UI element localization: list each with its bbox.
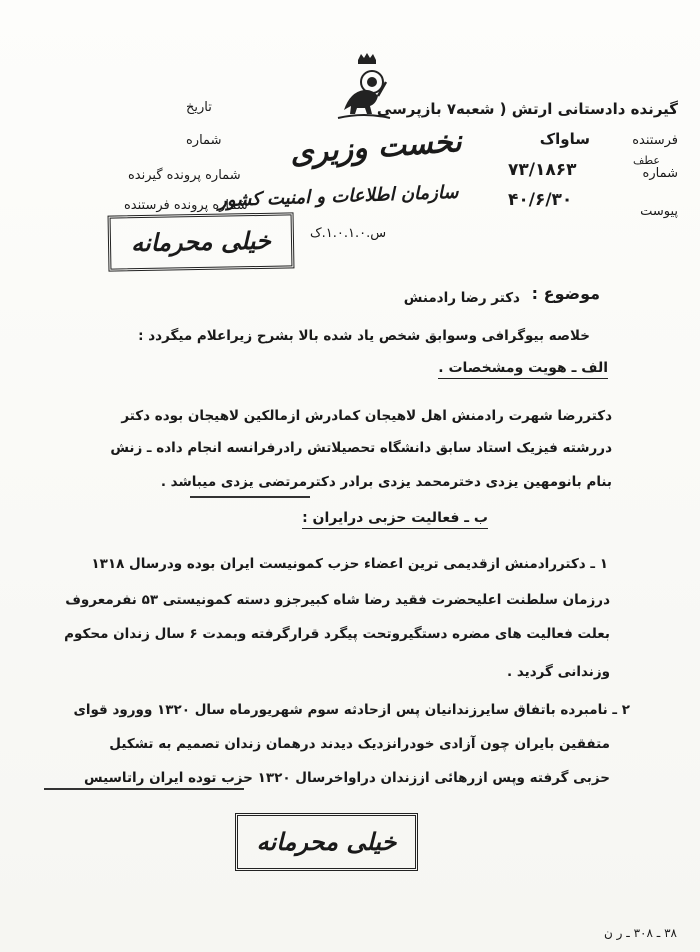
section-a-line: دررشته فیزیک استاد سابق دانشگاه تحصیلاتش رادرفرانسه انجام داده ـ زنش xyxy=(110,440,612,456)
section-a-line: بنام بانومهین یزدی دخترمحمد یزدی برادر دکترمرتضی یزدی میباشد . xyxy=(160,474,612,490)
section-a-line: دکتررضا شهرت رادمنش اهل لاهیجان کمادرش ازمالکین لاهیجان بوده دکتر xyxy=(121,408,612,424)
subject-value: دکتر رضا رادمنش xyxy=(403,290,520,306)
attachment-label: پیوست xyxy=(640,204,678,219)
section-b-line: بعلت فعالیت های مضره دستگیروتحت پیگرد قرارگرفته وبمدت ۶ سال زندان محکوم xyxy=(64,626,610,642)
letterhead-organization: سازمان اطلاعات و امنیت کشور xyxy=(217,181,459,212)
top-classification-stamp: خیلی محرمانه xyxy=(108,212,295,271)
section-b-line: حزبی گرفته وپس ازرهائی اززندان دراواخرسال ۱۳۲۰ حزب توده ایران راتاسیس xyxy=(84,770,610,786)
footer-code: ۳۸ ـ ۳۰۸ ـ ر ن xyxy=(604,926,677,940)
section-b-line: ۲ ـ نامبرده باتفاق سایرزندانیان پس ازحادثه سوم شهریورماه سال ۱۳۲۰ وورود قوای xyxy=(73,702,630,718)
attachment-value: ۴۰/۶/۳۰ xyxy=(508,190,573,210)
date-label: تاریخ xyxy=(186,100,212,115)
number-prefix: عطف xyxy=(633,154,660,167)
section-b-line: وزندانی گردید . xyxy=(507,664,610,680)
sender-label: فرستنده xyxy=(632,133,678,148)
recipient-line: گیرنده دادستانی ارتش ( شعبه۷ بازپرسی xyxy=(376,100,678,118)
section-b-line: ۱ ـ دکتررادمنش ازقدیمی ترین اعضاء حزب کمونیست ایران بوده ودرسال ۱۳۱۸ xyxy=(91,556,608,572)
section-b-line: متفقین بایران چون آزادی خودرانزدیک دیدند درهمان زندان تصمیم به تشکیل xyxy=(109,736,610,752)
subject-label: موضوع : xyxy=(531,284,600,303)
underline-mark xyxy=(190,496,310,498)
letterhead-reference: س.۱.۰.۱.۰.ک xyxy=(310,226,387,241)
bottom-classification-stamp: خیلی محرمانه xyxy=(235,813,418,871)
sender-value: ساواک xyxy=(539,130,590,148)
letterhead-title: نخست وزیری xyxy=(288,124,463,171)
section-b-title: ب ـ فعالیت حزبی درایران : xyxy=(302,510,488,529)
underline-mark xyxy=(44,788,244,790)
number-field-label: شماره xyxy=(186,133,222,148)
number-value: ۷۳/۱۸۶۳ xyxy=(508,160,577,180)
intro-line: خلاصه بیوگرافی وسوابق شخص یاد شده بالا بشرح زیراعلام میگردد : xyxy=(138,328,590,344)
sender-file-number-label: شماره پرونده فرستنده xyxy=(124,198,248,213)
recipient-file-number-label: شماره پرونده گیرنده xyxy=(128,168,241,183)
section-b-line: درزمان سلطنت اعلیحضرت فقید رضا شاه کبیرجزو دسته کمونیستی ۵۳ نفرمعروف xyxy=(65,592,610,608)
section-a-title: الف ـ هویت ومشخصات . xyxy=(438,360,608,379)
number-label: شماره xyxy=(642,166,678,181)
